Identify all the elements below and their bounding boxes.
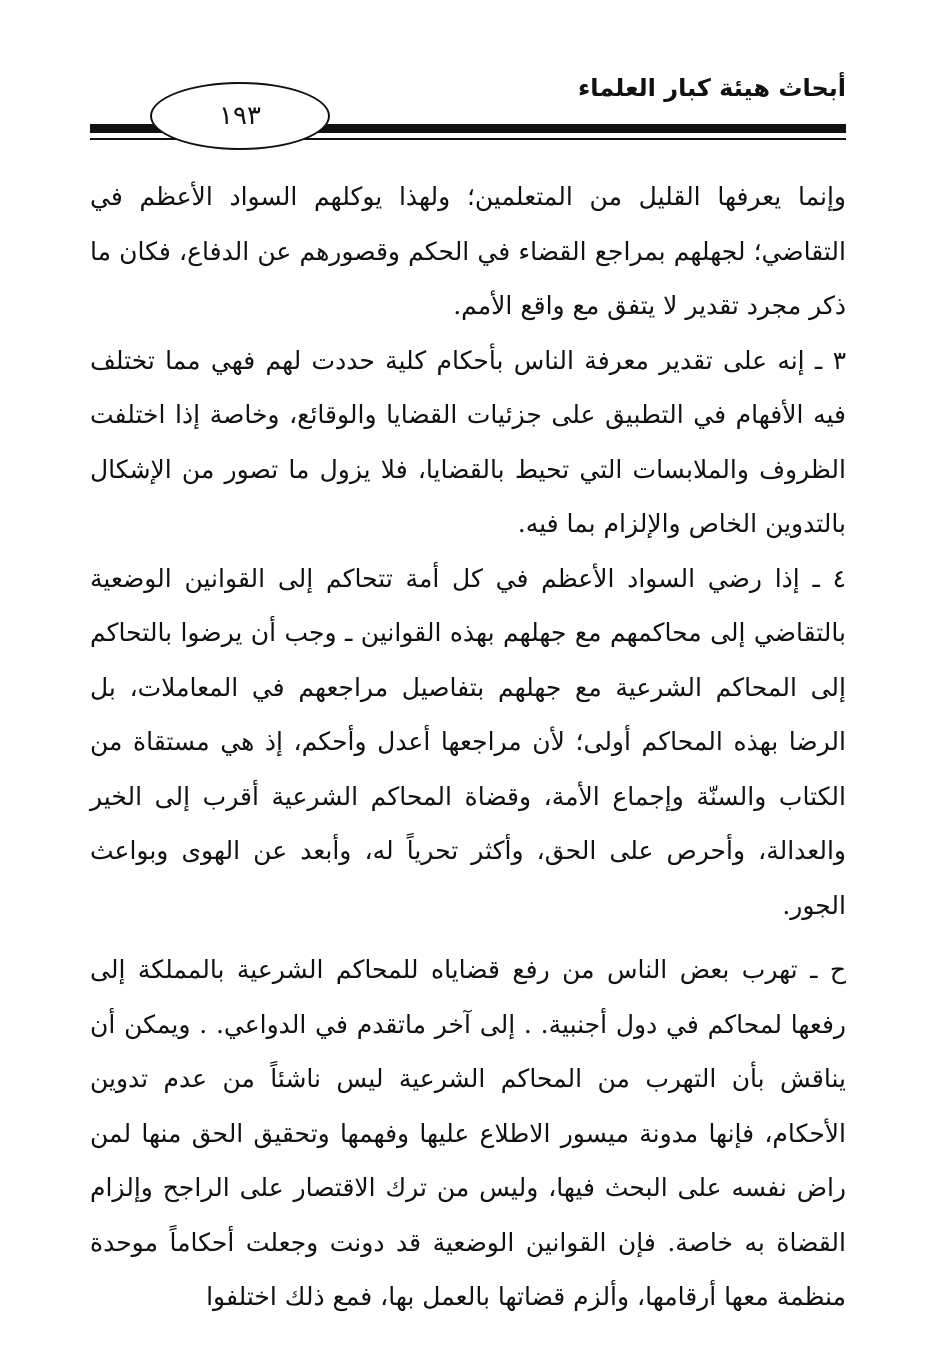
- paragraph: ٤ ـ إذا رضي السواد الأعظم في كل أمة تتحاكم إلى القوانين الوضعية بالتقاضي إلى محاكمهم مع جهلهم بهذه القوانين ـ وجب أن يرضوا بالتحاكم إلى المحاكم الشرعية مع جهلهم بتفاصيل مراجعهم في المعاملات، بل الرضا بهذه المحاكم أولى؛ لأن مراجعها أعدل وأحكم، إذ هي مستقاة من الكتاب والسنّة وإجماع الأمة، وقضاة المحاكم الشرعية أقرب إلى الخير والعدالة، وأحرص على الحق، وأكثر تحرياً له، وأبعد عن الهوى وبواعث الجور.: [90, 563, 846, 920]
- page-number-oval: [150, 82, 330, 150]
- paragraph: وإنما يعرفها القليل من المتعلمين؛ ولهذا يوكلهم السواد الأعظم في التقاضي؛ لجهلهم بمراجع القضاء في الحكم وقصورهم عن الدفاع، فكان ما ذكر مجرد تقدير لا يتفق مع واقع الأمم.: [90, 182, 846, 320]
- paragraph: ٣ ـ إنه على تقدير معرفة الناس بأحكام كلية حددت لهم فهي مما تختلف فيه الأفهام في التطبيق على جزئيات القضايا والوقائع، وخاصة إذا اختلفت الظروف والملابسات التي تحيط بالقضايا، فلا يزول ما تصور من الإشكال بالتدوين الخاص والإلزام بما فيه.: [90, 345, 846, 538]
- page-header: [90, 62, 846, 146]
- running-title: أبحاث هيئة كبار العلماء: [577, 74, 846, 102]
- page-number: ١٩٣: [219, 101, 261, 131]
- body-text: [90, 170, 846, 1325]
- paragraph: ح ـ تهرب بعض الناس من رفع قضاياه للمحاكم الشرعية بالمملكة إلى رفعها لمحاكم في دول أجنبية. . إلى آخر ماتقدم في الدواعي. . ويمكن أن يناقش بأن التهرب من المحاكم الشرعية ليس ناشئاً من عدم تدوين الأحكام، فإنها مدونة ميسور الاطلاع عليها وفهمها وتحقيق الحق منها لمن راض نفسه على البحث فيها، وليس من ترك الاقتصار على الراجح وإلزام القضاة به خاصة. فإن القوانين الوضعية قد دونت وجعلت أحكاماً موحدة منظمة معها أرقامها، وألزم قضاتها بالعمل بها، فمع ذلك اختلفوا: [90, 955, 846, 1311]
